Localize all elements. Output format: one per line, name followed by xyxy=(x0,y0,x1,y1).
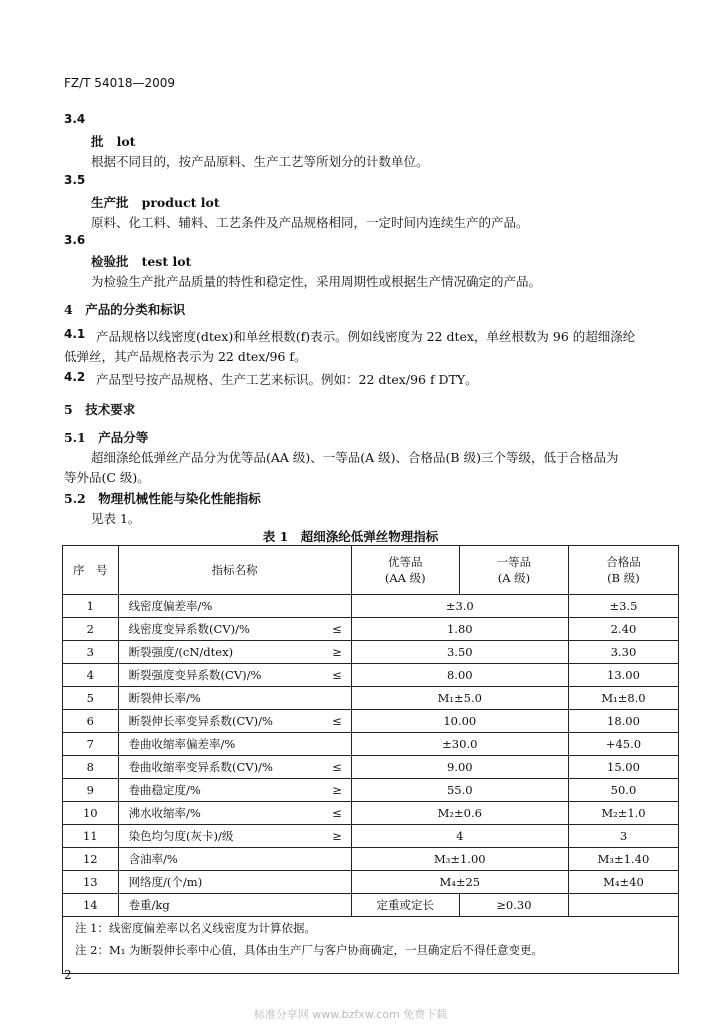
row-value-aa-a: 10.00 xyxy=(351,710,568,733)
table-row xyxy=(63,618,679,641)
term-en: product lot xyxy=(141,195,220,210)
row-value-aa-a: 9.00 xyxy=(351,756,568,779)
row-name: 线密度偏差率/% xyxy=(118,595,323,618)
row-no: 5 xyxy=(63,687,119,710)
row-no: 14 xyxy=(63,894,119,917)
row-value-b: ±3.5 xyxy=(568,595,678,618)
section-5-heading: 5 技术要求 xyxy=(64,402,136,417)
section-3-4-term xyxy=(91,132,135,150)
section-3-6-definition: 为检验生产批产品质量的特性和稳定性，采用周期性或根据生产情况确定的产品。 xyxy=(91,274,542,289)
header-grade-a-code: (A 级) xyxy=(497,571,531,585)
term-cn: 批 xyxy=(91,134,104,149)
row-value-b: 13.00 xyxy=(568,664,678,687)
row-name: 卷曲收缩率偏差率/% xyxy=(118,733,323,756)
row14-value: ≥0.30 xyxy=(459,894,568,917)
row-value-b: 2.40 xyxy=(568,618,678,641)
table-row xyxy=(63,756,679,779)
term-en: test lot xyxy=(141,254,192,269)
table-row xyxy=(63,825,679,848)
row-name: 断裂伸长率/% xyxy=(118,687,323,710)
row-value-b: M₁±8.0 xyxy=(568,687,678,710)
header-no: 序 号 xyxy=(63,546,119,595)
row-value-b: 18.00 xyxy=(568,710,678,733)
watermark-footer: 标准分享网 www.bzfxw.com 免费下载 xyxy=(253,1008,448,1021)
row-comparison-symbol xyxy=(323,871,351,894)
row14-method: 定重或定长 xyxy=(351,894,459,917)
row-no: 4 xyxy=(63,664,119,687)
physical-indicators-table xyxy=(62,545,679,974)
row-value-aa-a: M₄±25 xyxy=(351,871,568,894)
table-row xyxy=(63,802,679,825)
clause-4-1-line1: 产品规格以线密度(dtex)和单丝根数(f)表示。例如线密度为 22 dtex，单丝根数为 96 的超细涤纶 xyxy=(96,329,636,344)
table-row xyxy=(63,641,679,664)
row-value-aa-a: 55.0 xyxy=(351,779,568,802)
row-comparison-symbol: ≤ xyxy=(323,618,351,641)
row-name: 染色均匀度(灰卡)/级 xyxy=(118,825,323,848)
header-grade-b-name: 合格品 xyxy=(606,555,641,569)
header-grade-aa xyxy=(351,546,459,595)
clause-5-1-line2: 等外品(C 级)。 xyxy=(64,470,150,485)
row-value-aa-a: 8.00 xyxy=(351,664,568,687)
row-no: 3 xyxy=(63,641,119,664)
row-no: 13 xyxy=(63,871,119,894)
row-comparison-symbol: ≥ xyxy=(323,779,351,802)
row-value-aa-a: ±3.0 xyxy=(351,595,568,618)
row-comparison-symbol xyxy=(323,595,351,618)
row-name: 卷曲稳定度/% xyxy=(118,779,323,802)
header-grade-aa-code: (AA 级) xyxy=(384,571,426,585)
section-4-heading: 4 产品的分类和标识 xyxy=(64,302,186,317)
clause-5-2-heading: 5.2 物理机械性能与染化性能指标 xyxy=(64,491,261,506)
row-name: 断裂伸长率变异系数(CV)/% xyxy=(118,710,323,733)
row-value-b: 3 xyxy=(568,825,678,848)
section-3-5-term xyxy=(91,193,220,211)
row-comparison-symbol: ≥ xyxy=(323,825,351,848)
row-no: 1 xyxy=(63,595,119,618)
table-row xyxy=(63,779,679,802)
row-value-aa-a: M₃±1.00 xyxy=(351,848,568,871)
row-name: 含油率/% xyxy=(118,848,323,871)
section-3-5-definition: 原料、化工料、辅料、工艺条件及产品规格相同，一定时间内连续生产的产品。 xyxy=(91,215,529,230)
row-value-aa-a: 3.50 xyxy=(351,641,568,664)
row-comparison-symbol xyxy=(323,848,351,871)
row-value-b: M₃±1.40 xyxy=(568,848,678,871)
page-number: 2 xyxy=(64,968,72,982)
row-value-aa-a: 1.80 xyxy=(351,618,568,641)
table-row xyxy=(63,664,679,687)
table-row xyxy=(63,848,679,871)
row-comparison-symbol: ≤ xyxy=(323,756,351,779)
table-notes-row xyxy=(63,917,679,974)
header-grade-a xyxy=(459,546,568,595)
clause-4-2-text: 产品型号按产品规格、生产工艺来标识。例如：22 dtex/96 f DTY。 xyxy=(96,372,478,387)
header-grade-b-code: (B 级) xyxy=(607,571,640,585)
row-comparison-symbol: ≤ xyxy=(323,664,351,687)
section-3-4-definition: 根据不同目的，按产品原料、生产工艺等所划分的计数单位。 xyxy=(91,154,429,169)
header-grade-aa-name: 优等品 xyxy=(388,555,423,569)
row-name: 沸水收缩率/% xyxy=(118,802,323,825)
row-comparison-symbol xyxy=(323,733,351,756)
row-name: 断裂强度变异系数(CV)/% xyxy=(118,664,323,687)
table-notes xyxy=(63,917,679,974)
row-no: 6 xyxy=(63,710,119,733)
table-row xyxy=(63,710,679,733)
table-row xyxy=(63,733,679,756)
row-comparison-symbol: ≥ xyxy=(323,641,351,664)
row-name: 卷曲收缩率变异系数(CV)/% xyxy=(118,756,323,779)
row-no: 2 xyxy=(63,618,119,641)
section-3-6-number: 3.6 xyxy=(64,233,86,247)
section-3-5-number: 3.5 xyxy=(64,173,86,187)
section-3-6-term xyxy=(91,252,191,270)
row-value-b: M₂±1.0 xyxy=(568,802,678,825)
row-name: 网络度/(个/m) xyxy=(118,871,323,894)
row-value-b: 50.0 xyxy=(568,779,678,802)
table-row-14 xyxy=(63,894,679,917)
row14-empty xyxy=(568,894,678,917)
clause-4-2-number: 4.2 xyxy=(64,370,86,384)
row-value-aa-a: ±30.0 xyxy=(351,733,568,756)
row-no: 12 xyxy=(63,848,119,871)
table-row xyxy=(63,871,679,894)
table-row xyxy=(63,595,679,618)
table-note-1: 注 1：线密度偏差率以名义线密度为计算依据。 xyxy=(75,921,316,935)
table-row xyxy=(63,687,679,710)
row-no: 11 xyxy=(63,825,119,848)
clause-5-2-text: 见表 1。 xyxy=(91,511,141,526)
table-header-row xyxy=(63,546,679,595)
clause-5-1-line1: 超细涤纶低弹丝产品分为优等品(AA 级)、一等品(A 级)、合格品(B 级)三个等级，低于合格品为 xyxy=(91,450,619,465)
clause-5-1-heading: 5.1 产品分等 xyxy=(64,430,149,445)
row-value-b: M₄±40 xyxy=(568,871,678,894)
row-value-b: 15.00 xyxy=(568,756,678,779)
term-cn: 检验批 xyxy=(91,254,129,269)
row-value-aa-a: M₁±5.0 xyxy=(351,687,568,710)
row-no: 10 xyxy=(63,802,119,825)
row-name: 断裂强度/(cN/dtex) xyxy=(118,641,323,664)
row-name: 线密度变异系数(CV)/% xyxy=(118,618,323,641)
row-name: 卷重/kg xyxy=(118,894,351,917)
row-value-b: 3.30 xyxy=(568,641,678,664)
header-grade-b xyxy=(568,546,678,595)
table-note-2: 注 2：M₁ 为断裂伸长率中心值，具体由生产厂与客户协商确定，一旦确定后不得任意变更。 xyxy=(75,943,544,957)
row-no: 9 xyxy=(63,779,119,802)
term-cn: 生产批 xyxy=(91,195,129,210)
row-value-aa-a: 4 xyxy=(351,825,568,848)
row-comparison-symbol xyxy=(323,687,351,710)
clause-4-1-number: 4.1 xyxy=(64,327,86,341)
clause-4-1-line2: 低弹丝，其产品规格表示为 22 dtex/96 f。 xyxy=(64,349,307,364)
row-value-aa-a: M₂±0.6 xyxy=(351,802,568,825)
standard-code-header: FZ/T 54018—2009 xyxy=(64,76,176,90)
section-3-4-number: 3.4 xyxy=(64,112,86,126)
row-value-b: +45.0 xyxy=(568,733,678,756)
row-comparison-symbol: ≤ xyxy=(323,710,351,733)
term-en: lot xyxy=(116,134,136,149)
row-no: 7 xyxy=(63,733,119,756)
header-grade-a-name: 一等品 xyxy=(496,555,532,569)
row-no: 8 xyxy=(63,756,119,779)
table-caption: 表 1 超细涤纶低弹丝物理指标 xyxy=(262,529,439,544)
row-comparison-symbol: ≤ xyxy=(323,802,351,825)
header-name: 指标名称 xyxy=(118,546,351,595)
